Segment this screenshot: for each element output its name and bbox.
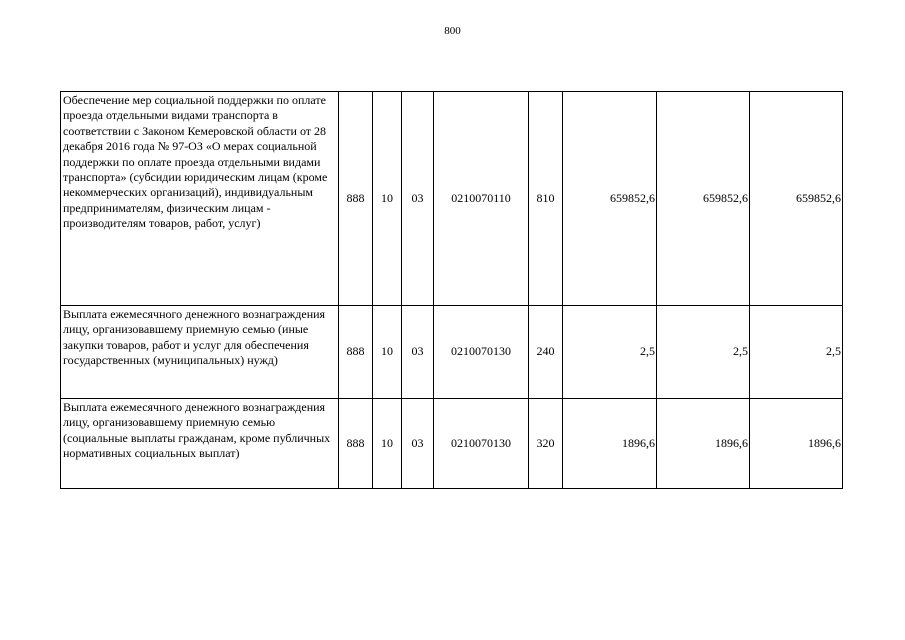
section-cell: 10: [373, 92, 402, 306]
row-description: Выплата ежемесячного денежного вознаграждения лицу, организовавшему приемную семью (социальные выплаты гражданам, кроме публичных нормативных социальных выплат): [61, 399, 339, 489]
amount-3-cell: 659852,6: [750, 92, 843, 306]
amount-3-cell: 1896,6: [750, 399, 843, 489]
table-row: [61, 92, 843, 306]
table-row: [61, 399, 843, 489]
expense-type-cell: 240: [529, 306, 563, 399]
amount-1-cell: 1896,6: [563, 399, 657, 489]
table-row: [61, 306, 843, 399]
amount-2-cell: 1896,6: [657, 399, 750, 489]
ministry-code-cell: 888: [339, 92, 373, 306]
ministry-code-cell: 888: [339, 306, 373, 399]
amount-2-cell: 659852,6: [657, 92, 750, 306]
section-cell: 10: [373, 399, 402, 489]
expense-type-cell: 810: [529, 92, 563, 306]
row-description: Выплата ежемесячного денежного вознаграждения лицу, организовавшему приемную семью (иные закупки товаров, работ и услуг для обеспечения государственных (муниципальных) нужд): [61, 306, 339, 399]
target-article-cell: 0210070110: [434, 92, 529, 306]
page-number: 800: [444, 25, 461, 37]
target-article-cell: 0210070130: [434, 306, 529, 399]
expense-type-cell: 320: [529, 399, 563, 489]
subsection-cell: 03: [402, 306, 434, 399]
amount-2-cell: 2,5: [657, 306, 750, 399]
subsection-cell: 03: [402, 399, 434, 489]
section-cell: 10: [373, 306, 402, 399]
amount-1-cell: 2,5: [563, 306, 657, 399]
target-article-cell: 0210070130: [434, 399, 529, 489]
budget-table: [60, 91, 843, 489]
subsection-cell: 03: [402, 92, 434, 306]
amount-3-cell: 2,5: [750, 306, 843, 399]
ministry-code-cell: 888: [339, 399, 373, 489]
amount-1-cell: 659852,6: [563, 92, 657, 306]
row-description: Обеспечение мер социальной поддержки по оплате проезда отдельными видами транспорта в соответствии с Законом Кемеровской области от 28 декабря 2016 года № 97-ОЗ «О мерах социальной поддержки по оплате проезда отдельными видами транспорта» (субсидии юридическим лицам (кроме некоммерческих организаций), индивидуальным предпринимателям, физическим лицам - производителям товаров, работ, услуг): [61, 92, 339, 306]
